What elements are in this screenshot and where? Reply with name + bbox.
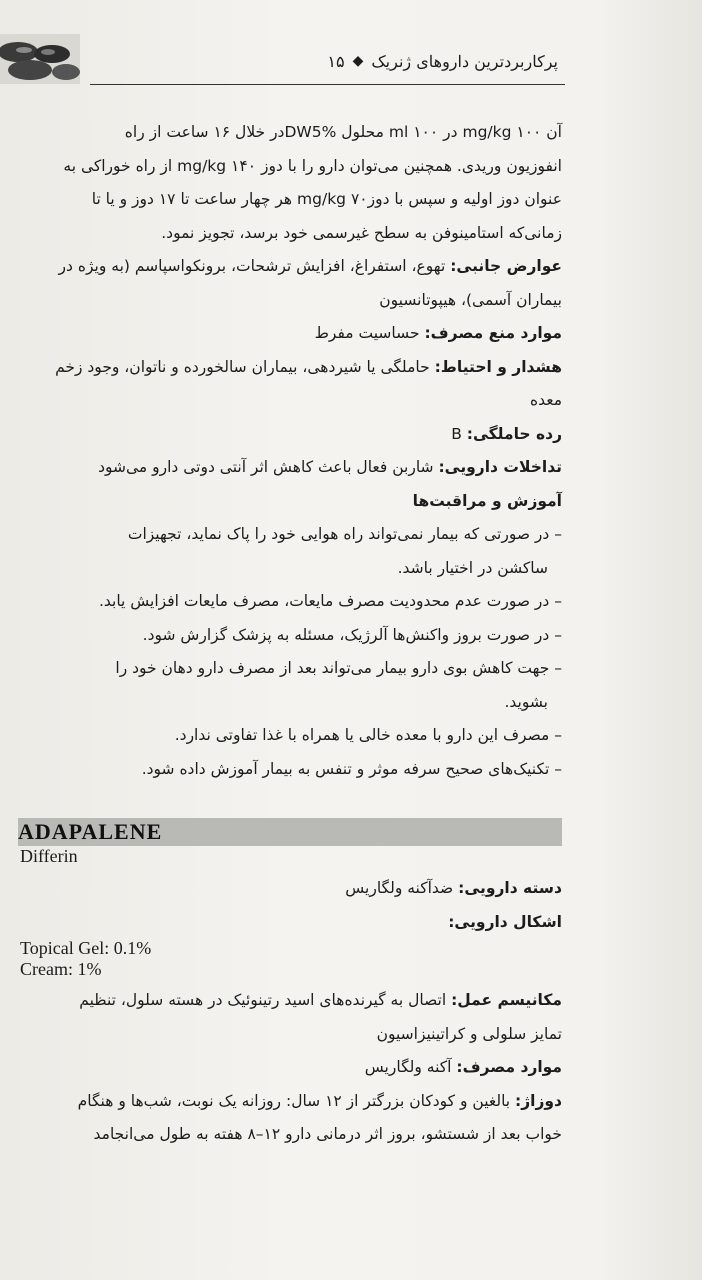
dosage-forms-list [20, 938, 151, 980]
education-item: – تکنیک‌های صحیح سرفه موثر و تنفس به بیمار آموزش داده شود. [141, 759, 562, 778]
brand-name: Differin [20, 846, 78, 866]
warnings [18, 351, 562, 385]
contraindications-text: حساسیت مفرط [314, 324, 425, 342]
mechanism [18, 984, 562, 1018]
drug-category [18, 872, 562, 906]
pills-logo-icon [0, 34, 80, 84]
interactions [18, 451, 562, 485]
education-item: – در صورتی که بیمار نمی‌تواند راه هوایی خود را پاک نماید، تجهیزات [127, 525, 562, 543]
drug-details-block [18, 984, 562, 1152]
contraindications [18, 317, 562, 351]
forms-heading: اشکال دارویی: [448, 912, 562, 931]
education-item: – مصرف این دارو با معده خالی یا همراه با غذا تفاوتی ندارد. [174, 726, 562, 744]
warnings-label: هشدار و احتیاط: [434, 357, 562, 376]
dosage-cont: خواب بعد از شستشو، بروز اثر درمانی دارو ۱۲–۸ هفته به طول می‌انجامد [93, 1125, 562, 1143]
page-header [88, 46, 558, 76]
dosage [18, 1085, 562, 1119]
education-item: – در صورت عدم محدودیت مصرف مایعات، مصرف مایعات افزایش یابد. [98, 592, 562, 610]
mechanism-text: اتصال به گیرنده‌های اسید رتینوئیک در هسته سلول، تنظیم [79, 991, 452, 1009]
side-effects-label: عوارض جانبی: [450, 257, 562, 275]
education-item: – جهت کاهش بوی دارو بیمار می‌تواند بعد از مصرف دارو دهان خود را [115, 659, 562, 677]
body-line: آن ۱۰۰ mg/kg در ۱۰۰ ml محلول DW5%در خلال ۱۶ ساعت از راه [124, 123, 562, 141]
pregnancy-value: B [451, 424, 467, 443]
mechanism-label: مکانیسم عمل: [451, 991, 562, 1009]
dosage-text: بالغین و کودکان بزرگتر از ۱۲ سال: روزانه یک نوبت، شب‌ها و هنگام [77, 1091, 516, 1110]
drug-name: ADAPALENE [18, 819, 163, 844]
header-divider [90, 84, 565, 85]
usage [18, 1051, 562, 1085]
body-line: عنوان دوز اولیه و سپس با دوز۷۰ mg/kg هر چهار ساعت تا ۱۷ دوز و یا تا [91, 190, 562, 208]
warnings-cont: معده [529, 391, 562, 409]
education-item: – در صورت بروز واکنش‌ها آلرژیک، مسئله به پزشک گزارش شود. [142, 625, 562, 644]
contraindications-label: موارد منع مصرف: [424, 324, 562, 342]
warnings-text: حاملگی یا شیردهی، بیماران سالخورده و ناتوان، وجود زخم [55, 357, 435, 376]
side-effects [18, 250, 562, 284]
drug-category-block [18, 872, 562, 939]
page-number: ۱۵ [327, 51, 345, 71]
body-line: انفوزیون وریدی. همچنین می‌توان دارو را با دوز ۱۴۰ mg/kg از راه خوراکی به [63, 156, 562, 175]
education-heading: آموزش و مراقبت‌ها [412, 491, 562, 510]
category-label: دسته دارویی: [458, 879, 562, 897]
body-line: زمانی‌که استامینوفن به سطح غیرسمی خود برسد، تجویز نمود. [161, 223, 562, 242]
category-value: ضدآکنه ولگاریس [345, 879, 459, 897]
education-item: ساکشن در اختیار باشد. [397, 558, 548, 577]
usage-label: موارد مصرف: [456, 1058, 562, 1076]
mechanism-cont: تمایز سلولی و کراتینیزاسیون [376, 1024, 562, 1043]
side-effects-text: تهوع، استفراغ، افزایش ترشحات، برونکواسپاسم (به ویژه در [58, 257, 451, 275]
usage-text: آکنه ولگاریس [364, 1058, 457, 1076]
side-effects-cont: بیماران آسمی)، هیپوتانسیون [379, 290, 562, 309]
education-item: بشوید. [504, 692, 548, 711]
interactions-label: تداخلات دارویی: [438, 458, 562, 476]
header-title: پرکاربردترین داروهای ژنریک [371, 51, 558, 71]
dosage-form-item: Cream: 1% [20, 959, 102, 979]
pregnancy-category [18, 418, 562, 452]
dosage-label: دوزاژ: [515, 1091, 562, 1110]
dosage-form-item: Topical Gel: 0.1% [20, 938, 152, 958]
pregnancy-label: رده حاملگی: [466, 424, 562, 443]
body-text-block [18, 116, 562, 786]
interactions-text: شاربن فعال باعث کاهش اثر آنتی دوتی دارو می‌شود [98, 458, 439, 476]
diamond-icon: ◆ [352, 53, 364, 69]
